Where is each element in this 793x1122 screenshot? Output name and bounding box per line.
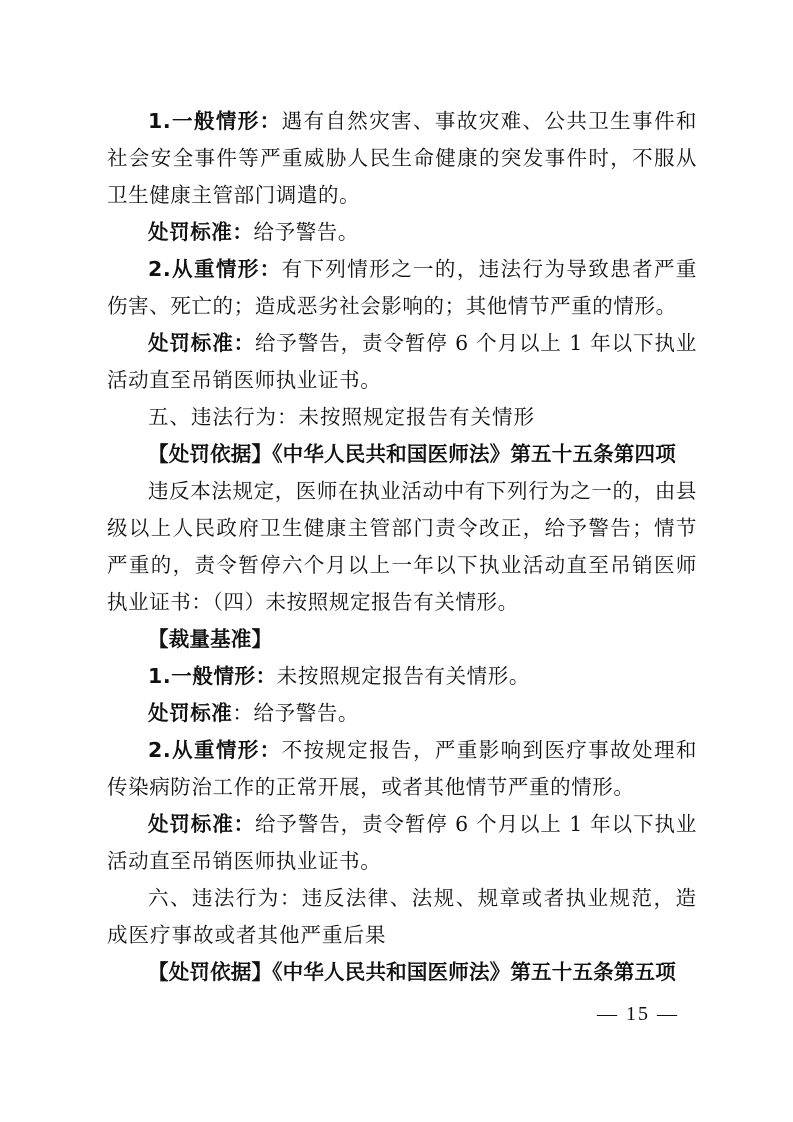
text-penalty-standard-1: 给予警告。 [253,220,359,244]
text-penalty-standard-4: 给予警告，责令暂停 6 个月以上 1 年以下执业活动直至吊销医师执业证书。 [107,812,697,873]
paragraph-aggravated-case-1 [107,251,697,325]
discretion-benchmark-heading: 【裁量基准】 [148,627,273,651]
label-aggravated-case-2: 2.从重情形： [148,738,282,762]
label-aggravated-case-1: 2.从重情形： [148,257,282,281]
paragraph-general-case-1 [107,103,697,214]
label-penalty-standard-2: 处罚标准： [148,331,256,355]
text-aggravated-case-1: 有下列情形之一的，违法行为导致患者严重伤害、死亡的；造成恶劣社会影响的；其他情节严重的情形。 [107,257,697,318]
paragraph-penalty-standard-1 [107,214,697,251]
text-penalty-standard-3: 给予警告。 [253,701,360,725]
paragraph-penalty-standard-3 [107,695,697,732]
separator-penalty-standard-3: ： [232,701,254,725]
label-penalty-standard-3: 处罚标准 [148,701,233,725]
text-general-case-2: 未按照规定报告有关情形。 [276,664,530,688]
section-heading-five: 五、违法行为：未按照规定报告有关情形 [148,405,535,429]
label-penalty-standard-4: 处罚标准： [148,812,256,836]
text-aggravated-case-2: 不按规定报告，严重影响到医疗事故处理和传染病防治工作的正常开展，或者其他情节严重的情形。 [107,738,697,799]
label-general-case-2: 1.一般情形： [148,664,277,688]
paragraph-penalty-standard-4 [107,806,697,880]
label-general-case-1: 1.一般情形： [148,109,282,133]
page-number: — 15 — [597,1003,679,1025]
paragraph-general-case-2 [107,658,697,695]
penalty-basis-heading-five: 【处罚依据】《中华人民共和国医师法》第五十五条第四项 [148,442,676,466]
label-penalty-standard-1: 处罚标准： [148,220,254,244]
section-heading-six: 六、违法行为：违反法律、法规、规章或者执业规范，造成医疗事故或者其他严重后果 [107,886,697,947]
paragraph-aggravated-case-2 [107,732,697,806]
text-general-case-1: 遇有自然灾害、事故灾难、公共卫生事件和社会安全事件等严重威胁人民生命健康的突发事件时，不服从卫生健康主管部门调遣的。 [107,109,697,207]
paragraph-legal-provision: 违反本法规定，医师在执业活动中有下列行为之一的，由县级以上人民政府卫生健康主管部门责令改正，给予警告；情节严重的，责令暂停六个月以上一年以下执业活动直至吊销医师执业证书：（四）未按照规定报告有关情形。 [107,479,697,614]
penalty-basis-heading-six: 【处罚依据】《中华人民共和国医师法》第五十五条第五项 [148,960,676,984]
paragraph-penalty-standard-2 [107,325,697,399]
text-penalty-standard-2: 给予警告，责令暂停 6 个月以上 1 年以下执业活动直至吊销医师执业证书。 [107,331,697,392]
